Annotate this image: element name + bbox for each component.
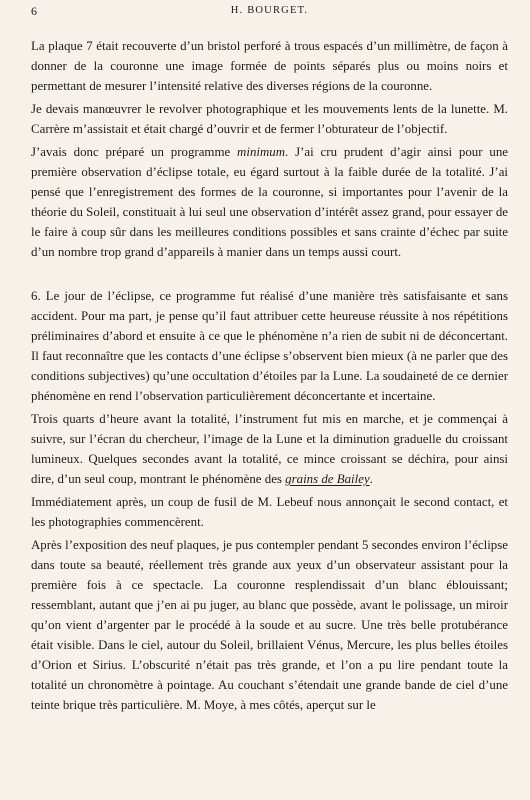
- paragraph-text: La plaque 7 était recouverte d’un bristol perforé à trous espacés d’un millimètre, de façon à donner de la couronne une image formée de points séparés plus ou moins noirs et permettant de mesurer l’intensité relative des diverses régions de la couronne.: [31, 39, 508, 93]
- paragraph-text: .: [369, 472, 373, 486]
- paragraph-text: J’avais donc préparé un programme: [31, 145, 238, 159]
- paragraph-text: 6. Le jour de l’éclipse, ce programme fut réalisé d’une manière très satisfaisante et sans accident. Pour ma part, je pense qu’il faut attribuer cette heureuse réussite à nos répétitions préliminaires d’abord et ensuite à ce que le phénomène n’a rien de subit ni de déconcertant. Il faut reconnaître que les contacts d’une éclipse s’observent bien mieux (à ne parler que des conditions subjectives) qu’une occultation d’étoiles par la Lune. La soudaineté de ce dernier phénomène en rend l’observation particulièrement déconcertante et incertaine.: [31, 289, 508, 403]
- paragraph-text: Immédiatement après, un coup de fusil de M. Lebeuf nous annonçait le second contact, et les photographies commencèrent.: [31, 495, 508, 529]
- paragraph-programme-minimum: [31, 142, 508, 262]
- paragraph-text: Après l’exposition des neuf plaques, je pus contempler pendant 5 secondes environ l’éclipse dans toute sa beauté, réellement très grande aux yeux d’un observateur assistant pour la première fois à ce spectacle. La couronne resplendissait d’un blanc éblouissant; ressemblant, autant que j’en ai pu juger, au blanc que possède, avant le polissage, un miroir qu’on vient d’argenter par le procédé à la soude et au sucre. Une très belle protubérance était visible. Dans le ciel, autour du Soleil, brillaient Vénus, Mercure, les plus belles étoiles d’Orion et Sirius. L’obscurité n’était pas très grande, et l’on a pu lire pendant toute la totalité un chronomètre à pointage. Au couchant s’étendait une grande bande de ciel d’une teinte brique très particulière. M. Moye, à mes côtés, aperçut sur le: [31, 538, 508, 712]
- paragraph-revolver: [31, 99, 508, 139]
- paragraph-apres-exposition: [31, 535, 508, 715]
- paragraph-section-6: [31, 286, 508, 406]
- emphasis-grains-de-bailey: grains de Bailey: [285, 472, 370, 486]
- paragraph-plaque-7: [31, 36, 508, 96]
- paragraph-text: . J’ai cru prudent d’agir ainsi pour une première observation d’éclipse totale, eu égard surtout à la faible durée de la totalité. J’ai pensé que l’enregistrement des formes de la couronne, si importantes pour l’avenir de la théorie du Soleil, constituait à lui seul une observation d’intérêt assez grand, pour essayer de le faire à coup sûr dans les meilleures conditions possibles et sans crainte d’échec par suite d’un nombre trop grand d’appareils à manier dans un temps aussi court.: [31, 145, 508, 259]
- paragraph-text: Trois quarts d’heure avant la totalité, l’instrument fut mis en marche, et je commençai à suivre, sur l’écran du chercheur, l’image de la Lune et la diminution graduelle du croissant lumineux. Quelques secondes avant la totalité, ce mince croissant se déchira, pour ainsi dire, d’un seul coup, montrant le phénomène des: [31, 412, 508, 486]
- paragraph-text: Je devais manœuvrer le revolver photographique et les mouvements lents de la lunette. M. Carrère m’assistait et était chargé d’ouvrir et de fermer l’obturateur de l’objectif.: [31, 102, 508, 136]
- page-header: [31, 0, 508, 25]
- page-number: 6: [31, 4, 38, 18]
- paragraph-trois-quarts: [31, 409, 508, 489]
- paragraph-immediatement: [31, 492, 508, 532]
- emphasis-minimum: minimum: [237, 145, 286, 159]
- running-head: H. BOURGET.: [230, 5, 309, 16]
